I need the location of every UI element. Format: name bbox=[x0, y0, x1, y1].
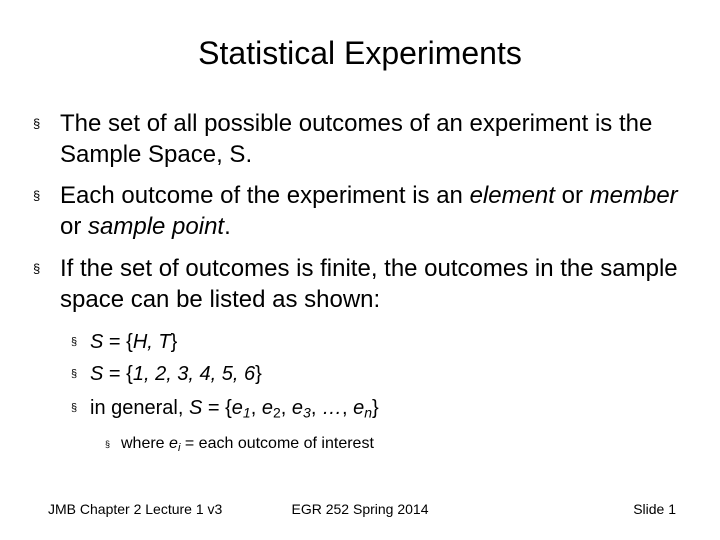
text-run: in general, bbox=[90, 397, 189, 419]
text-run: or bbox=[60, 213, 89, 240]
bullet-square-icon: § bbox=[71, 402, 78, 414]
element-symbol: e bbox=[291, 397, 304, 419]
bullet-text: The set of all possible outcomes of an experiment is the Sample Space, S. bbox=[60, 110, 653, 168]
text-run: = { bbox=[202, 397, 232, 419]
text-run: } bbox=[255, 363, 262, 385]
sub-sub-bullet-where bbox=[105, 433, 665, 455]
bullet-square-icon: § bbox=[71, 336, 78, 348]
footer-slide-number: Slide 1 bbox=[633, 501, 676, 517]
footer-term: EGR 252 Spring 2014 bbox=[291, 501, 429, 517]
text-run: } bbox=[371, 397, 379, 419]
element-symbol: e bbox=[353, 397, 365, 419]
set-symbol: S bbox=[90, 363, 104, 385]
sub-sub-bullet-text bbox=[121, 433, 665, 455]
set-items: 1, 2, 3, 4, 5, 6 bbox=[132, 363, 256, 385]
text-run: , bbox=[250, 397, 262, 419]
em-element: element bbox=[469, 182, 555, 209]
bullet-square-icon: § bbox=[105, 439, 111, 449]
text-run: } bbox=[170, 331, 178, 353]
text-run: , bbox=[310, 397, 322, 419]
text-run: = { bbox=[103, 331, 133, 353]
slide-title: Statistical Experiments bbox=[198, 35, 522, 71]
text-run: , bbox=[280, 397, 292, 419]
subscript: 1 bbox=[242, 404, 251, 421]
text-run: . bbox=[224, 213, 231, 240]
ellipsis: … bbox=[321, 397, 342, 419]
bullet-finite-outcomes bbox=[33, 253, 703, 315]
sub-bullet-coin bbox=[71, 329, 691, 355]
subscript: 2 bbox=[272, 404, 281, 421]
bullet-text bbox=[60, 180, 703, 242]
text-run: , bbox=[341, 397, 354, 419]
subscript: n bbox=[364, 404, 372, 421]
text-run: or bbox=[554, 182, 590, 209]
sub-bullet-text bbox=[90, 361, 691, 387]
bullet-square-icon: § bbox=[33, 188, 41, 203]
bullet-sample-space bbox=[33, 108, 703, 170]
set-symbol: S bbox=[188, 397, 203, 419]
bullet-text: If the set of outcomes is finite, the outcomes in the sample space can be listed as shown: bbox=[60, 255, 678, 313]
set-items: H, T bbox=[132, 331, 171, 353]
text-run: = { bbox=[103, 363, 133, 385]
footer-course: JMB Chapter 2 Lecture 1 v3 bbox=[48, 501, 223, 517]
text-run: where bbox=[121, 435, 170, 452]
sub-bullet-general bbox=[71, 395, 691, 421]
element-symbol: e bbox=[169, 435, 178, 452]
em-sample-point: sample point bbox=[88, 213, 225, 240]
element-symbol: e bbox=[231, 397, 243, 419]
set-symbol: S bbox=[90, 331, 104, 353]
subscript: i bbox=[177, 441, 181, 454]
bullet-square-icon: § bbox=[71, 368, 78, 380]
text-run: Each outcome of the experiment is an bbox=[60, 182, 470, 209]
bullet-square-icon: § bbox=[33, 261, 41, 276]
sub-bullet-die bbox=[71, 361, 691, 387]
sub-bullet-text bbox=[90, 329, 691, 355]
subscript: 3 bbox=[303, 404, 311, 421]
sub-bullet-text bbox=[90, 395, 691, 421]
bullet-square-icon: § bbox=[33, 116, 41, 131]
bullet-outcome-element bbox=[33, 180, 703, 242]
em-member: member bbox=[589, 182, 678, 209]
element-symbol: e bbox=[261, 397, 273, 419]
text-run: = each outcome of interest bbox=[180, 435, 374, 452]
